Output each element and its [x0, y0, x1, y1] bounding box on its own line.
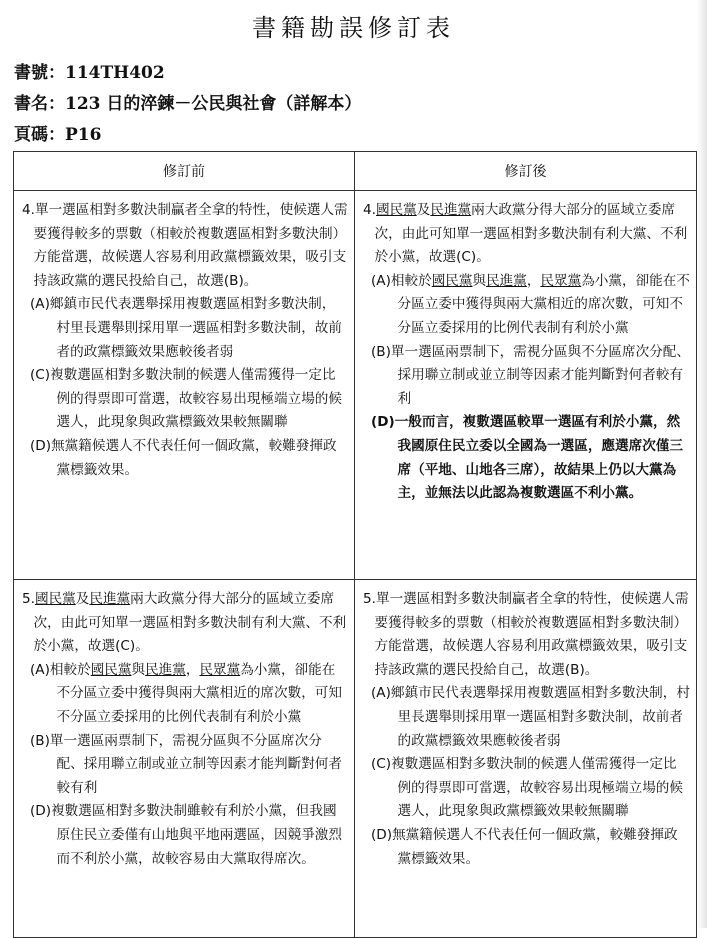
row4-before-cell	[14, 191, 355, 580]
party-name: 國民黨	[375, 202, 417, 218]
page-number-label: 頁碼：	[14, 125, 65, 145]
conj: 與	[131, 661, 146, 678]
row4-after-option-b: (B)單一選區兩票制下，需視分區與不分區席次分配、採用聯立制或並立制等因素才能判斷對何者較有利	[371, 343, 690, 407]
row4-before-option-d: (D)無黨籍候選人不代表任何一個政黨，較難發揮政黨標籤效果。	[30, 437, 337, 478]
row5-before-option-b: (B)單一選區兩票制下，需視分區與不分區席次分配、採用聯立制或並立制等因素才能判斷對何者較有利	[30, 732, 342, 796]
book-code-label: 書號：	[14, 63, 65, 83]
row4-after-cell	[355, 191, 697, 580]
page-edge-shadow	[697, 0, 707, 928]
row5-after-question: 5.單一選區相對多數決制贏者全拿的特性，使候選人需要獲得較多的票數（相較於複數選區相對多數決制）方能當選，故候選人容易利用政黨標籤效果，吸引支持該政黨的選民投給自己，故選(B)。	[363, 591, 689, 678]
conj: 與	[472, 272, 487, 289]
row4-before-option-c: (C)複數選區相對多數決制的候選人僅需獲得一定比例的得票即可當選，故較容易出現極端立場的候選人，此現象與政黨標籤效果較無關聯	[30, 367, 342, 431]
row5-before-option-d: (D)複數選區相對多數決制雖較有利於小黨，但我國原住民立委僅有山地與平地兩選區，因競爭激烈而不利於小黨，故較容易由大黨取得席次。	[30, 803, 342, 867]
opt-text: 為小黨，卻能在不分區立委中獲得與兩大黨相近的席次數，可知不分區立委採用的比例代表制有利於小黨	[397, 272, 690, 336]
conj: 及	[416, 202, 431, 218]
row5-after-option-c: (C)複數選區相對多數決制的候選人僅需獲得一定比例的得票即可當選，故較容易出現極端立場的候選人，此現象與政黨標籤效果較無關聯	[371, 756, 683, 820]
opt-text: 為小黨，卻能在不分區立委中獲得與兩大黨相近的席次數，可知不分區立委採用的比例代表制有利於小黨	[56, 661, 342, 725]
opt-prefix: (A)相較於	[371, 272, 432, 289]
comma: ，	[185, 661, 200, 678]
row4-after-question	[363, 199, 690, 270]
book-code	[14, 58, 165, 83]
comma: ，	[526, 272, 541, 289]
party-name: 國民黨	[431, 272, 473, 289]
q-number: 4.	[363, 202, 376, 218]
row5-before-option-a	[30, 659, 348, 730]
q-text: 兩大政黨分得大部分的區域立委席次，由此可知單一選區相對多數決制有利大黨、不利於小黨，故選(C)。	[374, 202, 688, 266]
party-name: 民眾黨	[199, 661, 241, 678]
book-name	[14, 89, 361, 114]
row5-after-option-d: (D)無黨籍候選人不代表任何一個政黨，較難發揮政黨標籤效果。	[371, 826, 678, 867]
book-code-value: 114TH402	[65, 63, 165, 83]
party-name: 民眾黨	[540, 272, 582, 289]
row5-after-option-a: (A)鄉鎮市民代表選舉採用複數選區相對多數決制，村里長選舉則採用單一選區相對多數決制，故前者的政黨標籤效果應較後者弱	[371, 685, 690, 749]
book-name-value: 123 日的淬鍊－公民與社會（詳解本）	[65, 94, 362, 114]
header-after: 修訂後	[355, 152, 697, 191]
row5-before-cell	[14, 580, 355, 938]
q-text: 兩大政黨分得大部分的區域立委席次，由此可知單一選區相對多數決制有利大黨、不利於小黨，故選(C)。	[33, 591, 347, 655]
row4-after-option-a	[371, 270, 690, 341]
page-title: 書籍勘誤修訂表	[252, 14, 455, 42]
book-name-label: 書名：	[14, 94, 65, 114]
row4-before-question: 4.單一選區相對多數決制贏者全拿的特性，使候選人需要獲得較多的票數（相較於複數選區相對多數決制）方能當選，故候選人容易利用政黨標籤效果，吸引支持該政黨的選民投給自己，故選(B)。	[22, 202, 348, 289]
q-number: 5.	[22, 591, 35, 607]
party-name: 國民黨	[90, 661, 132, 678]
party-name: 國民黨	[34, 591, 76, 607]
header-before: 修訂前	[14, 152, 355, 191]
party-name: 民進黨	[89, 591, 131, 607]
errata-table	[13, 151, 697, 938]
row5-before-question	[22, 588, 348, 659]
party-name: 民進黨	[145, 661, 186, 678]
conj: 及	[75, 591, 90, 607]
page-number-value: P16	[65, 125, 102, 145]
row4-before-option-a: (A)鄉鎮市民代表選舉採用複數選區相對多數決制，村里長選舉則採用單一選區相對多數決制，故前者的政黨標籤效果應較後者弱	[30, 296, 342, 360]
page-number	[14, 120, 101, 145]
row5-after-cell	[355, 580, 697, 938]
party-name: 民進黨	[486, 272, 527, 289]
party-name: 民進黨	[430, 202, 472, 218]
opt-prefix: (A)相較於	[30, 661, 91, 678]
row4-after-option-d: (D)一般而言，複數選區較單一選區有利於小黨，然我國原住民立委以全國為一選區，應選席次僅三席（平地、山地各三席），故結果上仍以大黨為主，並無法以此認為複數選區不利小黨。	[371, 414, 683, 502]
